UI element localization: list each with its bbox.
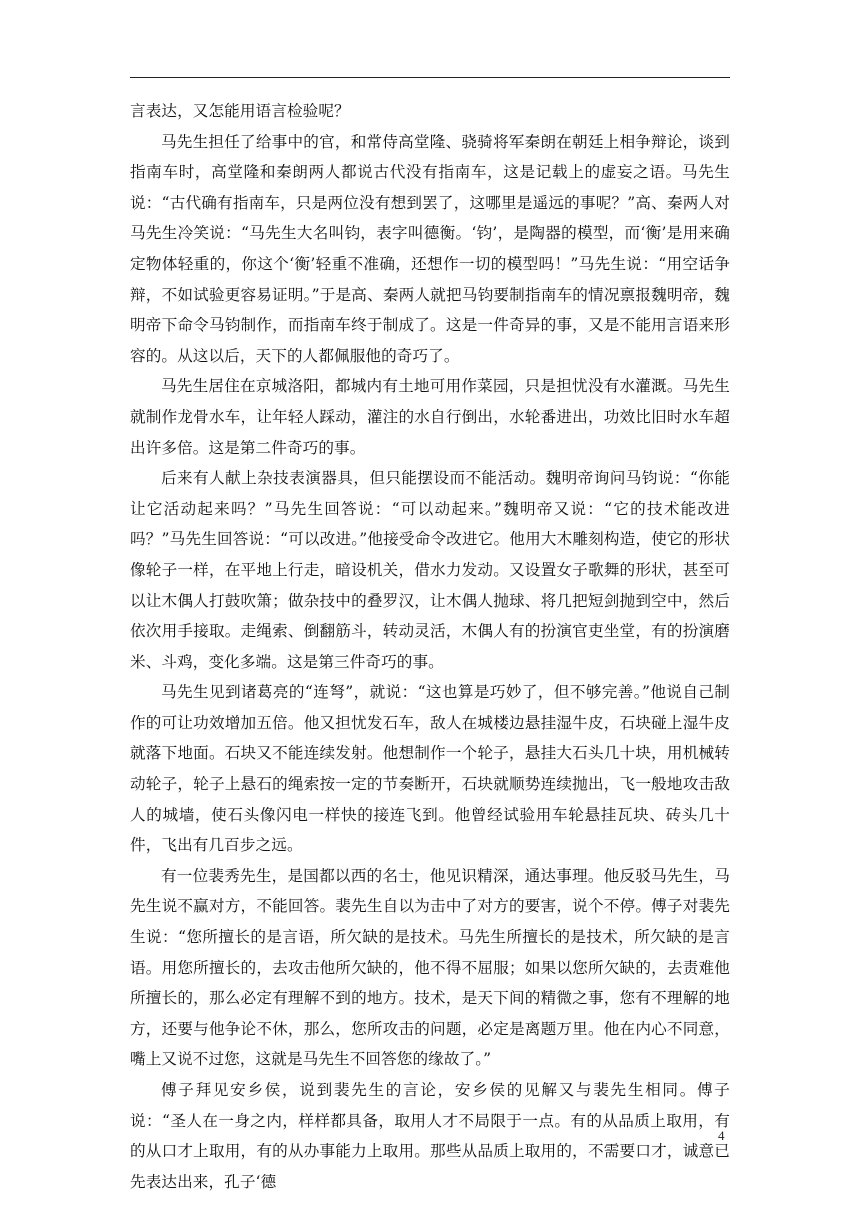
paragraph: 马先生担任了给事中的官，和常侍高堂隆、骁骑将军秦朗在朝廷上相争辩论，谈到指南车时，高堂隆和秦朗两人都说古代没有指南车，这是记载上的虚妄之语。马先生说：“古代确有指南车，只是两位没有想到罢了，这哪里是遥远的事呢？”高、秦两人对马先生冷笑说：“马先生大名叫钧，表字叫德衡。‘钧’，是陶器的模型，而‘衡’是用来确定物体轻重的，你这个‘衡’轻重不准确，还想作一切的模型吗！”马先生说：“用空话争辩，不如试验更容易证明。”于是高、秦两人就把马钧要制指南车的情况禀报魏明帝，魏明帝下命令马钧制作，而指南车终于制成了。这是一件奇异的事，又是不能用言语来形容的。从这以后，天下的人都佩服他的奇巧了。 (130, 132, 730, 365)
paragraph: 马先生居住在京城洛阳，都城内有土地可用作菜园，只是担忧没有水灌溉。马先生就制作龙骨水车，让年轻人踩动，灌注的水自行倒出，水轮番进出，功效比旧时水车超出许多倍。这是第二件奇巧的事。 (130, 377, 730, 457)
paragraph: 有一位裴秀先生，是国都以西的名士，他见识精深，通达事理。他反驳马先生，马先生说不赢对方，不能回答。裴先生自以为击中了对方的要害，说个不停。傅子对裴先生说：“您所擅长的是言语，所欠缺的是技术。马先生所擅长的是技术，所欠缺的是言语。用您所擅长的，去攻击他所欠缺的，他不得不屈服；如果以您所欠缺的，去责难他所擅长的，那么必定有理解不到的地方。技术，是天下间的精微之事，您有不理解的地方，还要与他争论不休，那么，您所攻击的问题，必定是离题万里。他在内心不同意，嘴上又说不过您，这就是马先生不回答您的缘故了。” (130, 866, 730, 1069)
paragraph: 言表达，又怎能用语言检验呢？ (130, 102, 350, 120)
page-number: 4 (718, 1128, 725, 1143)
header-rule (130, 77, 730, 78)
paragraph: 后来有人献上杂技表演器具，但只能摆设而不能活动。魏明帝询问马钧说：“你能让它活动起来吗？”马先生回答说：“可以动起来。”魏明帝又说：“它的技术能改进吗？”马先生回答说：“可以改进。”他接受命令改进它。他用大木雕刻构造，使它的形状像轮子一样，在平地上行走，暗设机关，借水力发动。又设置女子歌舞的形状，甚至可以让木偶人打鼓吹箫；做杂技中的叠罗汉，让木偶人抛球、将几把短剑抛到空中，然后依次用手接取。走绳索、倒翻筋斗，转动灵活，木偶人有的扮演官吏坐堂，有的扮演磨米、斗鸡，变化多端。这是第三件奇巧的事。 (130, 469, 730, 671)
paragraph: 傅子拜见安乡侯，说到裴先生的言论，安乡侯的见解又与裴先生相同。傅子说：“圣人在一身之内，样样都具备，取用人才不局限于一点。有的从品质上取用，有的从口才上取用，有的从办事能力上取用。那些从品质上取用的，不需要口才，诚意已先表达出来，孔子‘德 (130, 1081, 730, 1191)
document-body (130, 96, 730, 1197)
paragraph: 马先生见到诸葛亮的“连弩”，就说：“这也算是巧妙了，但不够完善。”他说自己制作的可让功效增加五倍。他又担忧发石车，敌人在城楼边悬挂湿牛皮，石块碰上湿牛皮就落下地面。石块又不能连续发射。他想制作一个轮子，悬挂大石头几十块，用机械转动轮子，轮子上悬石的绳索按一定的节奏断开，石块就顺势连续抛出，飞一般地攻击敌人的城墙，使石头像闪电一样快的接连飞到。他曾经试验用车轮悬挂瓦块、砖头几十件，飞出有几百步之远。 (130, 683, 730, 855)
